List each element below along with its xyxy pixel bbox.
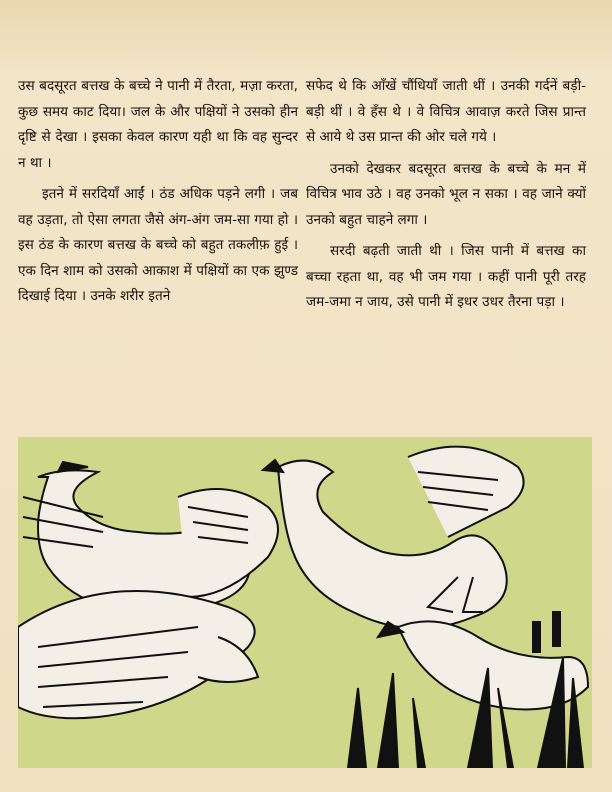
cattail-1 [533,622,540,652]
top-decorative-band [0,0,612,68]
right-text-column [306,74,586,322]
paragraph: उस बदसूरत बत्तख के बच्चे ने पानी में तैरता, मज़ा करता, कुछ समय काट दिया। जल के और पक्षियों ने उसको हीन दृष्टि से देखा । इसका केवल कारण यही था कि वह सुन्दर न था । [18,78,298,171]
left-text-column [18,74,298,316]
swans-illustration [18,437,592,768]
paragraph: सफेद थे कि आँखें चौंधियाँ जाती थीं । उनकी गर्दनें बड़ी-बड़ी थीं । वे हँस थे । वे विचित्र आवाज़ करते जिस प्रान्त से आये थे उस प्रान्त की ओर चले गये । [306,78,586,145]
cattail-2 [553,612,560,646]
paragraph: सरदी बढ़ती जाती थी । जिस पानी में बत्तख का बच्चा रहता था, वह भी जम गया । कहीं पानी पूरी तरह जम-जमा न जाय, उसे पानी में इधर उधर तैरना पड़ा । [306,243,586,310]
paragraph: इतने में सरदियाँ आईं । ठंड अधिक पड़ने लगी । जब वह उड़ता, तो ऐसा लगता जैसे अंग-अंग जम-सा गया हो । इस ठंड के कारण बत्तख के बच्चे को बहुत तकलीफ़ हुई । एक दिन शाम को उसको आकाश में पक्षियों का एक झुण्ड दिखाई दिया । उनके शरीर इतने [18,186,298,304]
paragraph: उनको देखकर बदसूरत बत्तख के बच्चे के मन में विचित्र भाव उठे । वह उनको भूल न सका । वह जाने क्यों उनको बहुत चाहने लगा । [306,160,586,228]
